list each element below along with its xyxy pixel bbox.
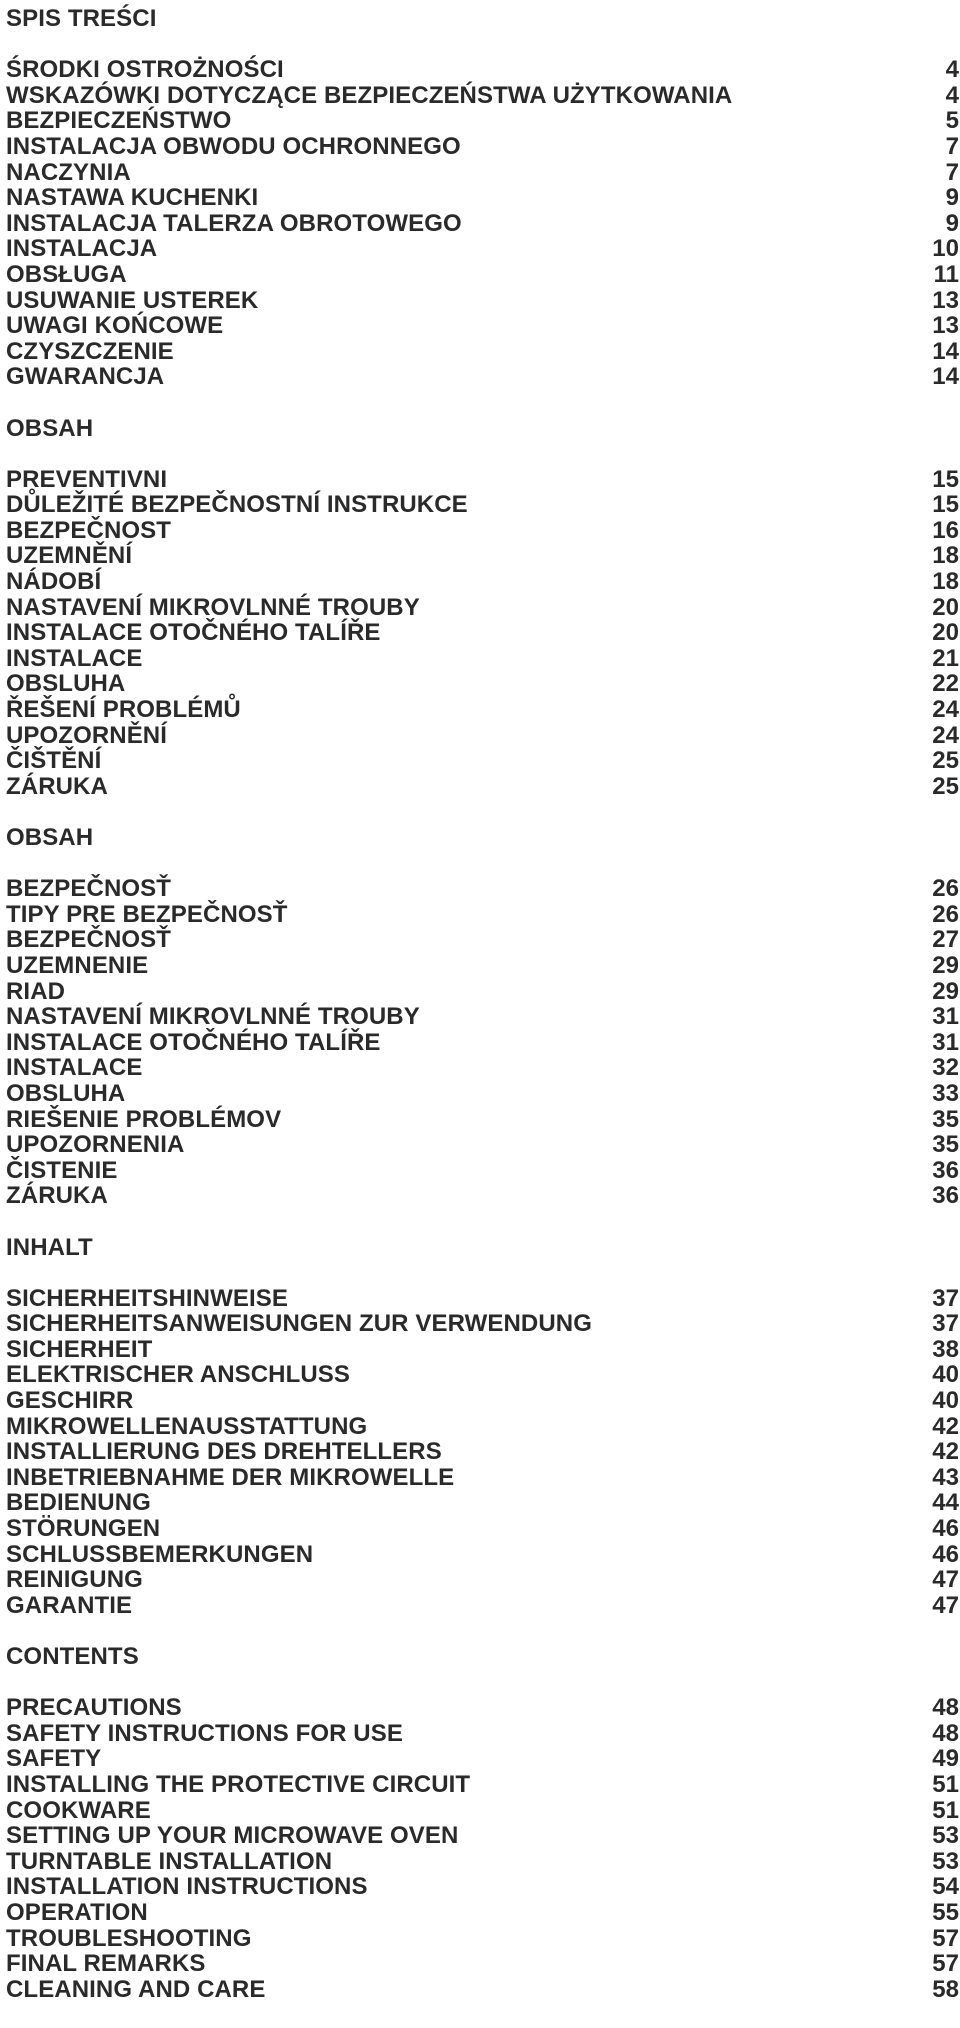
section-spacer bbox=[6, 390, 956, 416]
entry-label: INSTALACE bbox=[6, 1054, 143, 1082]
toc-entry bbox=[6, 1311, 959, 1337]
entry-label: SETTING UP YOUR MICROWAVE OVEN bbox=[6, 1822, 459, 1850]
entry-page-number: 25 bbox=[932, 747, 959, 775]
entry-page-number: 4 bbox=[945, 81, 959, 109]
toc-entry bbox=[6, 313, 959, 339]
entry-page-number: 48 bbox=[932, 1694, 959, 1722]
toc-entries bbox=[6, 1284, 959, 1619]
toc-entry bbox=[6, 185, 959, 211]
entry-label: PRECAUTIONS bbox=[6, 1694, 182, 1722]
entry-page-number: 18 bbox=[932, 568, 959, 596]
entry-label: WSKAZÓWKI DOTYCZĄCE BEZPIECZEŃSTWA UŻYTKOWANIA bbox=[6, 81, 733, 109]
entry-label: GESCHIRR bbox=[6, 1387, 134, 1415]
entry-label: INSTALACJA bbox=[6, 235, 158, 263]
toc-entry bbox=[6, 1977, 959, 2003]
entry-page-number: 4 bbox=[945, 56, 959, 84]
entry-label: BEZPEČNOSŤ bbox=[6, 926, 172, 954]
entry-label: NACZYNIA bbox=[6, 158, 131, 186]
toc-entry bbox=[6, 646, 959, 672]
toc-section bbox=[6, 824, 959, 1235]
entry-label: CZYSZCZENIE bbox=[6, 337, 174, 365]
entry-label: ZÁRUKA bbox=[6, 772, 108, 800]
toc-entry bbox=[6, 1362, 959, 1388]
entry-page-number: 32 bbox=[932, 1054, 959, 1082]
section-title: OBSAH bbox=[6, 414, 94, 442]
entry-page-number: 10 bbox=[932, 235, 959, 263]
toc-entry bbox=[6, 339, 959, 365]
entry-label: SICHERHEIT bbox=[6, 1335, 153, 1363]
entry-label: INSTALACJA OBWODU OCHRONNEGO bbox=[6, 132, 461, 160]
toc-entry bbox=[6, 620, 959, 646]
entry-page-number: 57 bbox=[932, 1950, 959, 1978]
entry-page-number: 35 bbox=[932, 1131, 959, 1159]
entry-page-number: 15 bbox=[932, 491, 959, 519]
toc-entry bbox=[6, 1158, 959, 1184]
entry-page-number: 7 bbox=[945, 132, 959, 160]
entry-label: ELEKTRISCHER ANSCHLUSS bbox=[6, 1361, 351, 1389]
entry-label: INSTALLING THE PROTECTIVE CIRCUIT bbox=[6, 1770, 471, 1798]
entry-page-number: 53 bbox=[932, 1822, 959, 1850]
toc-entry bbox=[6, 1107, 959, 1133]
toc-entry bbox=[6, 1542, 959, 1568]
entry-page-number: 25 bbox=[932, 772, 959, 800]
entry-page-number: 43 bbox=[932, 1463, 959, 1491]
entry-page-number: 20 bbox=[932, 593, 959, 621]
entry-label: MIKROWELLENAUSSTATTUNG bbox=[6, 1412, 368, 1440]
toc-entry bbox=[6, 467, 959, 493]
toc-entry bbox=[6, 1081, 959, 1107]
toc-entry bbox=[6, 595, 959, 621]
entry-page-number: 20 bbox=[932, 619, 959, 647]
entry-label: INSTALACE OTOČNÉHO TALÍŘE bbox=[6, 619, 381, 647]
entry-label: USUWANIE USTEREK bbox=[6, 286, 259, 314]
entry-page-number: 33 bbox=[932, 1079, 959, 1107]
entry-label: PREVENTIVNI bbox=[6, 465, 168, 493]
entry-page-number: 47 bbox=[932, 1566, 959, 1594]
toc-entry bbox=[6, 671, 959, 697]
toc-entry bbox=[6, 211, 959, 237]
section-title: OBSAH bbox=[6, 824, 94, 851]
toc-entry bbox=[6, 288, 959, 314]
entry-label: OBSLUHA bbox=[6, 1079, 126, 1107]
toc-entry bbox=[6, 569, 959, 595]
toc-entry bbox=[6, 518, 959, 544]
toc-entry bbox=[6, 697, 959, 723]
toc-entry bbox=[6, 927, 959, 953]
toc-entries bbox=[6, 875, 959, 1210]
toc-entry bbox=[6, 543, 959, 569]
entry-label: BEDIENUNG bbox=[6, 1489, 151, 1517]
toc-entry bbox=[6, 1337, 959, 1363]
entry-page-number: 36 bbox=[932, 1182, 959, 1210]
toc-entry bbox=[6, 1695, 959, 1721]
entry-page-number: 40 bbox=[932, 1361, 959, 1389]
entry-label: UZEMNĚNÍ bbox=[6, 542, 133, 570]
entry-page-number: 14 bbox=[932, 363, 959, 391]
entry-label: OBSLUHA bbox=[6, 670, 126, 698]
toc-entry bbox=[6, 1874, 959, 1900]
entry-label: ŚRODKI OSTROŻNOŚCI bbox=[6, 56, 284, 84]
entry-page-number: 47 bbox=[932, 1591, 959, 1619]
entry-label: TIPY PRE BEZPEČNOSŤ bbox=[6, 900, 288, 928]
entry-label: SCHLUSSBEMERKUNGEN bbox=[6, 1540, 314, 1568]
entry-label: INSTALACE OTOČNÉHO TALÍŘE bbox=[6, 1028, 381, 1056]
entry-label: TROUBLESHOOTING bbox=[6, 1924, 252, 1952]
entry-label: SICHERHEITSANWEISUNGEN ZUR VERWENDUNG bbox=[6, 1310, 592, 1338]
entry-page-number: 14 bbox=[932, 337, 959, 365]
section-spacer bbox=[6, 2002, 956, 2028]
entry-label: FINAL REMARKS bbox=[6, 1950, 206, 1978]
toc-entry bbox=[6, 1823, 959, 1849]
entry-page-number: 54 bbox=[932, 1873, 959, 1901]
entry-page-number: 18 bbox=[932, 542, 959, 570]
toc-entry bbox=[6, 160, 959, 186]
entry-page-number: 29 bbox=[932, 951, 959, 979]
toc-entry bbox=[6, 134, 959, 160]
toc-entry bbox=[6, 1900, 959, 1926]
entry-page-number: 42 bbox=[932, 1412, 959, 1440]
entry-label: INBETRIEBNAHME DER MIKROWELLE bbox=[6, 1463, 455, 1491]
entry-page-number: 36 bbox=[932, 1156, 959, 1184]
entry-page-number: 13 bbox=[932, 286, 959, 314]
entry-page-number: 22 bbox=[932, 670, 959, 698]
entry-page-number: 37 bbox=[932, 1284, 959, 1312]
toc-entry bbox=[6, 1746, 959, 1772]
entry-page-number: 29 bbox=[932, 977, 959, 1005]
toc-entry bbox=[6, 1849, 959, 1875]
section-spacer bbox=[6, 1618, 956, 1644]
entry-label: RIEŠENIE PROBLÉMOV bbox=[6, 1105, 282, 1133]
entry-label: SICHERHEITSHINWEISE bbox=[6, 1284, 288, 1312]
entry-page-number: 27 bbox=[932, 926, 959, 954]
toc-entry bbox=[6, 953, 959, 979]
entry-label: ŘEŠENÍ PROBLÉMŮ bbox=[6, 696, 241, 724]
toc-entry bbox=[6, 1465, 959, 1491]
entry-label: NASTAVENÍ MIKROVLNNÉ TROUBY bbox=[6, 1003, 420, 1031]
entry-page-number: 37 bbox=[932, 1310, 959, 1338]
toc-entry bbox=[6, 902, 959, 928]
toc-entry bbox=[6, 364, 959, 390]
toc-entry bbox=[6, 723, 959, 749]
toc-entry bbox=[6, 236, 959, 262]
entry-page-number: 15 bbox=[932, 465, 959, 493]
toc-entry bbox=[6, 1004, 959, 1030]
entry-label: BEZPIECZEŃSTWO bbox=[6, 107, 232, 135]
entry-page-number: 35 bbox=[932, 1105, 959, 1133]
entry-label: RIAD bbox=[6, 977, 66, 1005]
toc-entry bbox=[6, 108, 959, 134]
entry-label: TURNTABLE INSTALLATION bbox=[6, 1847, 333, 1875]
toc-entry bbox=[6, 262, 959, 288]
entry-page-number: 38 bbox=[932, 1335, 959, 1363]
entry-page-number: 9 bbox=[945, 184, 959, 212]
entry-label: GARANTIE bbox=[6, 1591, 133, 1619]
toc-entry bbox=[6, 1055, 959, 1081]
toc-entry bbox=[6, 1490, 959, 1516]
toc-entry bbox=[6, 1388, 959, 1414]
entry-page-number: 26 bbox=[932, 875, 959, 903]
toc-entry bbox=[6, 748, 959, 774]
toc-entry bbox=[6, 1798, 959, 1824]
toc-entry bbox=[6, 1439, 959, 1465]
entry-label: REINIGUNG bbox=[6, 1566, 143, 1594]
entry-label: NÁDOBÍ bbox=[6, 568, 102, 596]
entry-label: ZÁRUKA bbox=[6, 1182, 108, 1210]
entry-page-number: 57 bbox=[932, 1924, 959, 1952]
entry-label: DŮLEŽITÉ BEZPEČNOSTNÍ INSTRUKCE bbox=[6, 491, 468, 519]
entry-page-number: 48 bbox=[932, 1719, 959, 1747]
entry-label: ČISTENIE bbox=[6, 1156, 118, 1184]
toc-section bbox=[6, 1643, 959, 2028]
entry-label: OBSŁUGA bbox=[6, 260, 127, 288]
section-spacer bbox=[6, 1209, 956, 1235]
section-title: CONTENTS bbox=[6, 1643, 139, 1670]
entry-page-number: 9 bbox=[945, 209, 959, 237]
entry-label: UPOZORNĚNÍ bbox=[6, 721, 168, 749]
toc-entry bbox=[6, 979, 959, 1005]
entry-page-number: 49 bbox=[932, 1745, 959, 1773]
section-title: INHALT bbox=[6, 1233, 93, 1261]
entry-label: INSTALACE bbox=[6, 644, 143, 672]
entry-page-number: 31 bbox=[932, 1028, 959, 1056]
entry-label: SAFETY INSTRUCTIONS FOR USE bbox=[6, 1719, 403, 1747]
toc-entry bbox=[6, 492, 959, 518]
entry-label: BEZPEČNOSŤ bbox=[6, 875, 172, 903]
entry-page-number: 13 bbox=[932, 312, 959, 340]
toc-entry bbox=[6, 83, 959, 109]
toc-section bbox=[6, 1233, 959, 1645]
entry-page-number: 7 bbox=[945, 158, 959, 186]
toc-entry bbox=[6, 774, 959, 800]
entry-page-number: 16 bbox=[932, 516, 959, 544]
entry-page-number: 55 bbox=[932, 1898, 959, 1926]
entry-page-number: 51 bbox=[932, 1770, 959, 1798]
entry-page-number: 24 bbox=[932, 721, 959, 749]
toc-entry bbox=[6, 1926, 959, 1952]
toc-entries bbox=[6, 1694, 959, 2003]
toc-entry bbox=[6, 57, 959, 83]
toc-entry bbox=[6, 1593, 959, 1619]
entry-label: OPERATION bbox=[6, 1898, 148, 1926]
entry-page-number: 5 bbox=[945, 107, 959, 135]
entry-page-number: 21 bbox=[932, 644, 959, 672]
toc-entry bbox=[6, 1030, 959, 1056]
entry-label: INSTALACJA TALERZA OBROTOWEGO bbox=[6, 209, 462, 237]
entry-label: SAFETY bbox=[6, 1745, 102, 1773]
entry-label: NASTAVENÍ MIKROVLNNÉ TROUBY bbox=[6, 593, 420, 621]
entry-page-number: 42 bbox=[932, 1438, 959, 1466]
toc-section bbox=[6, 414, 959, 826]
entry-page-number: 40 bbox=[932, 1387, 959, 1415]
toc-section bbox=[6, 5, 959, 416]
entry-page-number: 24 bbox=[932, 696, 959, 724]
toc-entry bbox=[6, 1183, 959, 1209]
entry-label: INSTALLATION INSTRUCTIONS bbox=[6, 1873, 368, 1901]
toc-entry bbox=[6, 876, 959, 902]
entry-label: INSTALLIERUNG DES DREHTELLERS bbox=[6, 1438, 442, 1466]
entry-page-number: 31 bbox=[932, 1003, 959, 1031]
entry-label: CLEANING AND CARE bbox=[6, 1975, 266, 2003]
toc-entry bbox=[6, 1567, 959, 1593]
section-spacer bbox=[6, 799, 956, 825]
toc-entry bbox=[6, 1286, 959, 1312]
entry-page-number: 44 bbox=[932, 1489, 959, 1517]
entry-label: COOKWARE bbox=[6, 1796, 151, 1824]
entry-label: BEZPEČNOST bbox=[6, 516, 172, 544]
entry-label: STÖRUNGEN bbox=[6, 1515, 161, 1543]
toc-entries bbox=[6, 465, 959, 800]
section-title: SPIS TREŚCI bbox=[6, 5, 157, 32]
entry-label: UPOZORNENIA bbox=[6, 1131, 185, 1159]
entry-label: NASTAWA KUCHENKI bbox=[6, 184, 259, 212]
toc-entries bbox=[6, 56, 959, 391]
toc-entry bbox=[6, 1951, 959, 1977]
entry-label: UZEMNENIE bbox=[6, 951, 149, 979]
toc-entry bbox=[6, 1132, 959, 1158]
entry-page-number: 53 bbox=[932, 1847, 959, 1875]
entry-page-number: 46 bbox=[932, 1540, 959, 1568]
entry-page-number: 51 bbox=[932, 1796, 959, 1824]
toc-entry bbox=[6, 1516, 959, 1542]
entry-label: UWAGI KOŃCOWE bbox=[6, 312, 224, 340]
toc-entry bbox=[6, 1721, 959, 1747]
entry-page-number: 46 bbox=[932, 1515, 959, 1543]
entry-page-number: 58 bbox=[932, 1975, 959, 2003]
entry-label: GWARANCJA bbox=[6, 363, 165, 391]
entry-page-number: 26 bbox=[932, 900, 959, 928]
entry-page-number: 11 bbox=[933, 260, 959, 288]
entry-label: ČIŠTĚNÍ bbox=[6, 747, 102, 775]
toc-entry bbox=[6, 1772, 959, 1798]
toc-entry bbox=[6, 1414, 959, 1440]
